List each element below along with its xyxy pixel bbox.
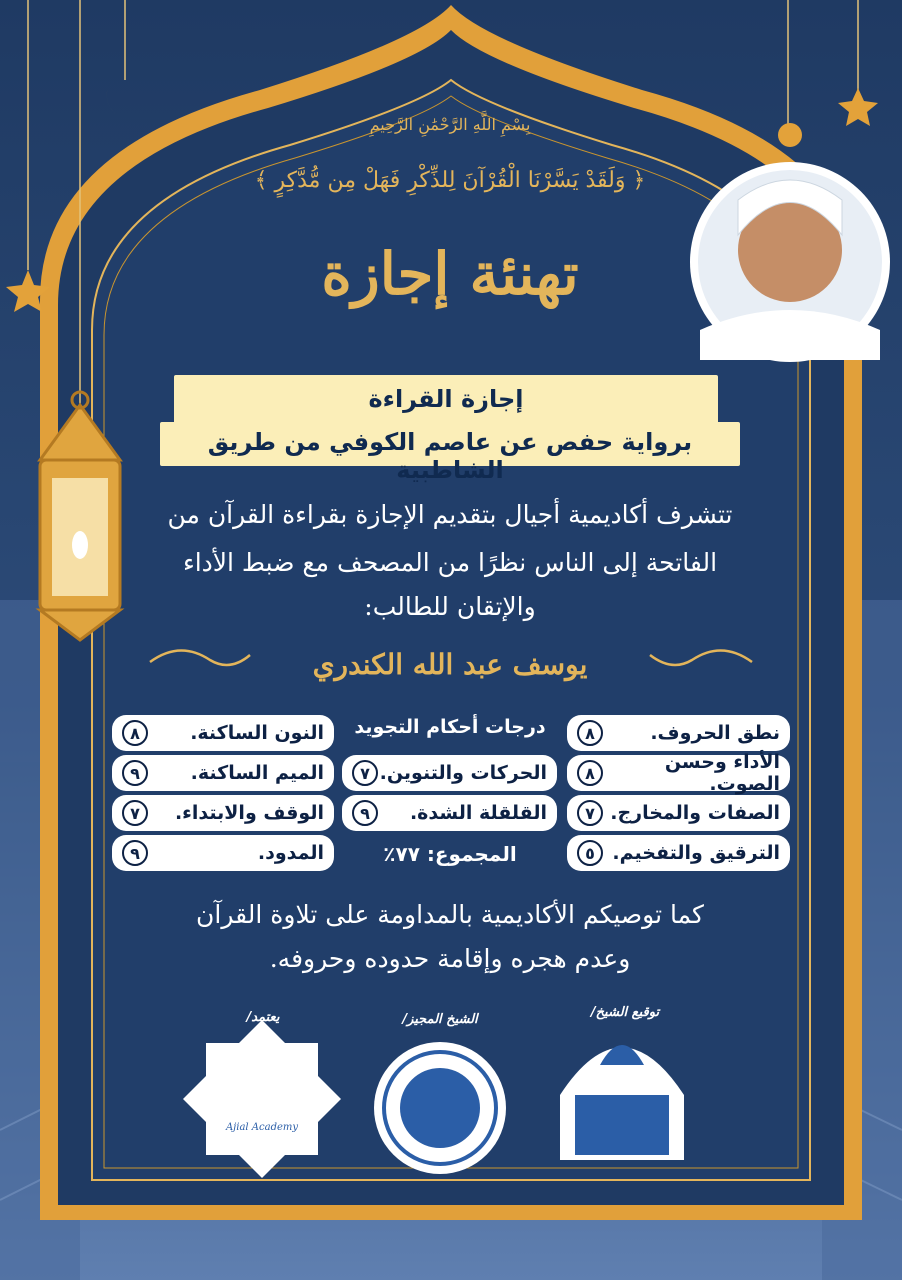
student-name: يوسف عبد الله الكندري <box>312 648 588 681</box>
sheikh-signature-label: توقيع الشيخ/ <box>590 1005 660 1020</box>
grade-item: الوقف والابتداء. ٧ <box>112 795 334 831</box>
academy-logo-text: Ajial Academy <box>225 1122 299 1133</box>
grade-item: المدود. ٩ <box>112 835 334 871</box>
sheikh-label: الشيخ المجيز/ <box>402 1012 478 1027</box>
score-badge: ٨ <box>577 760 603 786</box>
grade-item: الميم الساكنة. ٩ <box>112 755 334 791</box>
score-badge: ٨ <box>122 720 148 746</box>
score-badge: ٩ <box>122 760 148 786</box>
score-badge: ٧ <box>122 800 148 826</box>
score-badge: ٨ <box>577 720 603 746</box>
quran-verse: ﴿ وَلَقَدْ يَسَّرْنَا الْقُرْآنَ لِلذِّكْرِ فَهَلْ مِن مُّدَّكِرٍ ﴾ <box>254 168 646 193</box>
grade-item: الحركات والتنوين. ٧ <box>342 755 557 791</box>
score-badge: ٧ <box>352 760 378 786</box>
intro-line-3: والإتقان للطالب: <box>364 592 536 621</box>
closing-line-1: كما توصيكم الأكاديمية بالمداومة على تلاوة القرآن <box>196 900 704 929</box>
narration-banner <box>160 422 740 484</box>
closing-line-2: وعدم هجره وإقامة حدوده وحروفه. <box>269 944 631 973</box>
page-title: تهنئة إجازة <box>321 240 579 308</box>
intro-line-2: الفاتحة إلى الناس نظرًا من المصحف مع ضبط الأداء <box>182 548 718 577</box>
score-badge: ٥ <box>577 840 603 866</box>
grade-item: نطق الحروف. ٨ <box>567 715 790 751</box>
intro-line-1: تتشرف أكاديمية أجيال بتقديم الإجازة بقراءة القرآن من <box>167 500 733 529</box>
score-badge: ٩ <box>122 840 148 866</box>
grade-item: الأداء وحسن الصوت. ٨ <box>567 755 790 791</box>
score-badge: ٧ <box>577 800 603 826</box>
score-badge: ٩ <box>352 800 378 826</box>
banner-title: إجازة القراءة <box>368 385 524 413</box>
narration-text: برواية حفص عن عاصم الكوفي من طريق الشاطبية <box>207 428 693 484</box>
grades-heading: درجات أحكام التجويد <box>354 716 546 738</box>
approved-label: يعتمد/ <box>246 1010 280 1025</box>
grade-item: النون الساكنة. ٨ <box>112 715 334 751</box>
grades-total: المجموع: ٧٧٪ <box>383 842 517 866</box>
grade-item: الصفات والمخارج. ٧ <box>567 795 790 831</box>
basmala: بِسْمِ اللَّهِ الرَّحْمَٰنِ الرَّحِيمِ <box>369 115 531 134</box>
grade-item: القلقلة الشدة. ٩ <box>342 795 557 831</box>
grade-item: الترقيق والتفخيم. ٥ <box>567 835 790 871</box>
